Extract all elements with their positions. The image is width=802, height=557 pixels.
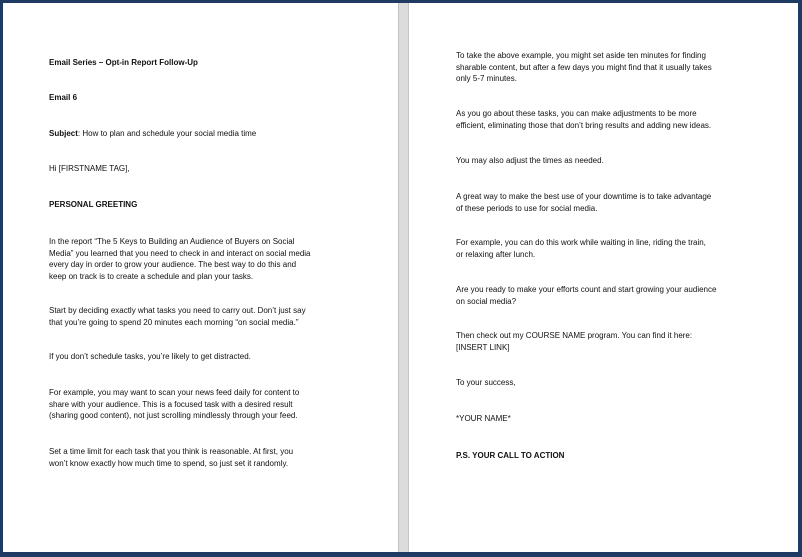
page-gutter xyxy=(398,3,409,552)
text-line: A great way to make the best use of your downtime is to take advantage xyxy=(456,192,712,201)
text-line: keep on track is to create a schedule and plan your tasks. xyxy=(49,271,254,281)
subject-label: Subject xyxy=(49,129,78,138)
text-line: For example, you can do this work while waiting in line, riding the train, xyxy=(456,238,706,247)
left-paragraph-3 xyxy=(49,351,359,363)
ps-call-to-action: P.S. YOUR CALL TO ACTION xyxy=(456,451,565,460)
subject-line xyxy=(49,128,359,140)
text-line: efficient, eliminating those that don’t bring results and adding new ideas. xyxy=(456,120,712,130)
text-line: on social media? xyxy=(456,296,517,306)
your-name: *YOUR NAME* xyxy=(456,414,511,423)
text-line: You may also adjust the times as needed. xyxy=(456,156,604,165)
personal-greeting: PERSONAL GREETING xyxy=(49,200,138,209)
email-number: Email 6 xyxy=(49,93,78,102)
text-line: sharable content, but after a few days you might find that it usually takes xyxy=(456,62,712,72)
right-paragraph-5 xyxy=(456,237,768,260)
text-line: To take the above example, you might set aside ten minutes for finding xyxy=(456,51,706,60)
text-line: Start by deciding exactly what tasks you need to carry out. Don’t just say xyxy=(49,306,306,315)
text-line: Are you ready to make your efforts count and start growing your audience xyxy=(456,285,717,294)
page-left xyxy=(3,3,398,552)
subject-text: : How to plan and schedule your social media time xyxy=(77,129,257,138)
right-paragraph-4 xyxy=(456,191,768,214)
text-line: Media” you learned that you need to check in and interact on social media xyxy=(49,248,311,258)
document-viewer xyxy=(3,3,798,552)
text-line: that you’re going to spend 20 minutes each morning “on social media.” xyxy=(49,317,299,327)
left-paragraph-5 xyxy=(49,446,359,469)
page-right xyxy=(409,3,798,552)
right-paragraph-2 xyxy=(456,108,768,131)
left-paragraph-4 xyxy=(49,387,359,422)
greeting: Hi [FIRSTNAME TAG], xyxy=(49,164,130,173)
text-line: won’t know exactly how much time to spend, so just set it randomly. xyxy=(49,458,289,468)
text-line: Set a time limit for each task that you think is reasonable. At first, you xyxy=(49,447,294,456)
text-line: every day in order to grow your audience. The best way to do this and xyxy=(49,260,297,269)
text-line: [INSERT LINK] xyxy=(456,342,510,352)
text-line: Then check out my COURSE NAME program. You can find it here: xyxy=(456,331,693,340)
right-paragraph-6 xyxy=(456,284,768,307)
right-paragraph-1 xyxy=(456,50,768,85)
text-line: In the report “The 5 Keys to Building an Audience of Buyers on Social xyxy=(49,237,295,246)
text-line: (sharing good content), not just scrolling mindlessly through your feed. xyxy=(49,411,298,420)
left-paragraph-2 xyxy=(49,305,359,328)
right-paragraph-3 xyxy=(456,155,768,167)
left-paragraph-1 xyxy=(49,236,359,282)
right-paragraph-7 xyxy=(456,330,768,353)
text-line: share with your audience. This is a focused task with a desired result xyxy=(49,399,293,409)
text-line: of these periods to use for social media. xyxy=(456,203,598,213)
text-line: As you go about these tasks, you can make adjustments to be more xyxy=(456,109,697,118)
email-series-title: Email Series – Opt-in Report Follow-Up xyxy=(49,58,198,67)
text-line: For example, you may want to scan your news feed daily for content to xyxy=(49,388,300,397)
closing: To your success, xyxy=(456,378,516,387)
text-line: only 5-7 minutes. xyxy=(456,74,517,83)
text-line: If you don’t schedule tasks, you’re likely to get distracted. xyxy=(49,352,251,361)
text-line: or relaxing after lunch. xyxy=(456,249,536,259)
